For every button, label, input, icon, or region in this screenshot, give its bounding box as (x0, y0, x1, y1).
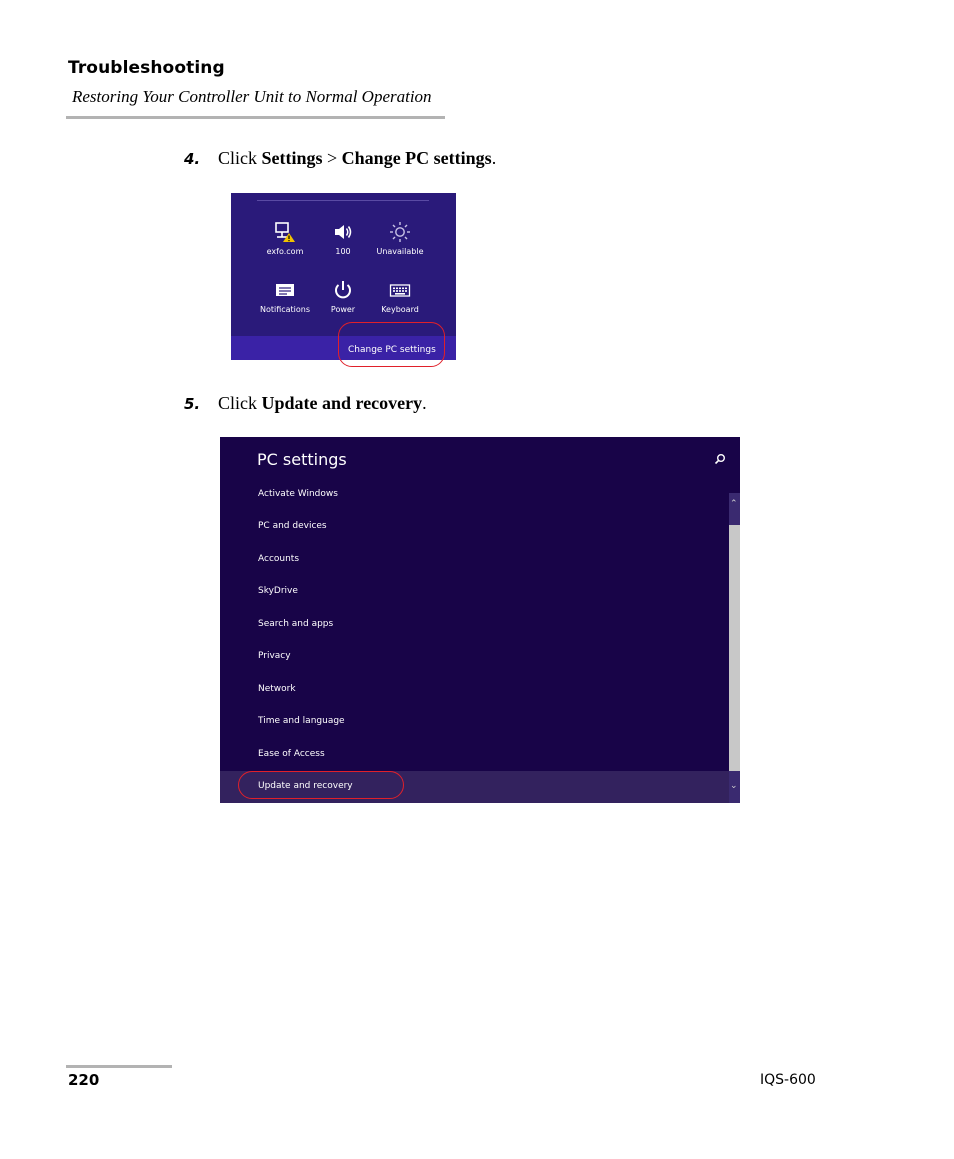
power-icon (332, 279, 354, 301)
step-text: . (422, 393, 427, 413)
tile-keyboard[interactable] (365, 279, 435, 314)
tile-label: 100 (335, 247, 351, 256)
step-4 (184, 148, 496, 169)
tile-label: Unavailable (376, 247, 424, 256)
scroll-up-button[interactable]: ⌃ (729, 493, 740, 525)
document-id: IQS-600 (760, 1072, 816, 1088)
tile-brightness[interactable] (365, 221, 435, 256)
highlight-oval (338, 322, 445, 367)
menu-item-search-and-apps[interactable]: Search and apps (258, 619, 334, 629)
menu-item-pc-and-devices[interactable]: PC and devices (258, 521, 327, 531)
keyboard-icon (389, 279, 411, 301)
menu-item-ease-of-access[interactable]: Ease of Access (258, 749, 325, 759)
step-5 (184, 393, 427, 414)
highlight-oval (238, 771, 404, 799)
page-number: 220 (68, 1071, 100, 1089)
menu-item-time-and-language[interactable]: Time and language (258, 716, 345, 726)
step-emphasis-change-pc-settings: Change PC settings (341, 148, 492, 168)
step-number: 5. (184, 395, 201, 413)
menu-item-privacy[interactable]: Privacy (258, 651, 291, 661)
step-emphasis-update-recovery: Update and recovery (261, 393, 423, 413)
step-text: . (491, 148, 497, 168)
header-rule (66, 116, 445, 119)
search-icon[interactable] (714, 453, 726, 465)
notifications-icon (274, 279, 296, 301)
network-warning-icon (274, 221, 296, 243)
section-subtitle: Restoring Your Controller Unit to Normal Operation (72, 87, 432, 106)
tile-label: Notifications (259, 305, 311, 314)
section-title: Troubleshooting (68, 58, 225, 78)
menu-item-update-and-recovery[interactable]: Update and recovery (258, 781, 353, 791)
brightness-icon (389, 221, 411, 243)
menu-item-accounts[interactable]: Accounts (258, 554, 300, 564)
menu-item-skydrive[interactable]: SkyDrive (258, 586, 298, 596)
step-emphasis-settings: Settings (261, 148, 323, 168)
scroll-down-button[interactable]: ⌄ (729, 771, 740, 803)
menu-item-activate-windows[interactable]: Activate Windows (258, 489, 338, 499)
step-text: Click (218, 148, 262, 168)
pc-settings-screenshot (220, 437, 740, 803)
volume-icon (332, 221, 354, 243)
charm-divider (257, 200, 429, 201)
change-pc-settings-link[interactable]: Change PC settings (348, 345, 436, 355)
pc-settings-title: PC settings (257, 450, 347, 469)
step-text: > (322, 148, 342, 168)
step-text: Click (218, 393, 262, 413)
footer-rule (66, 1065, 172, 1068)
menu-item-network[interactable]: Network (258, 684, 296, 694)
tile-label: Power (330, 305, 356, 314)
tile-label: Keyboard (381, 305, 419, 314)
step-number: 4. (184, 150, 201, 168)
scrollbar[interactable] (729, 493, 740, 803)
tile-label: exfo.com (266, 247, 304, 256)
